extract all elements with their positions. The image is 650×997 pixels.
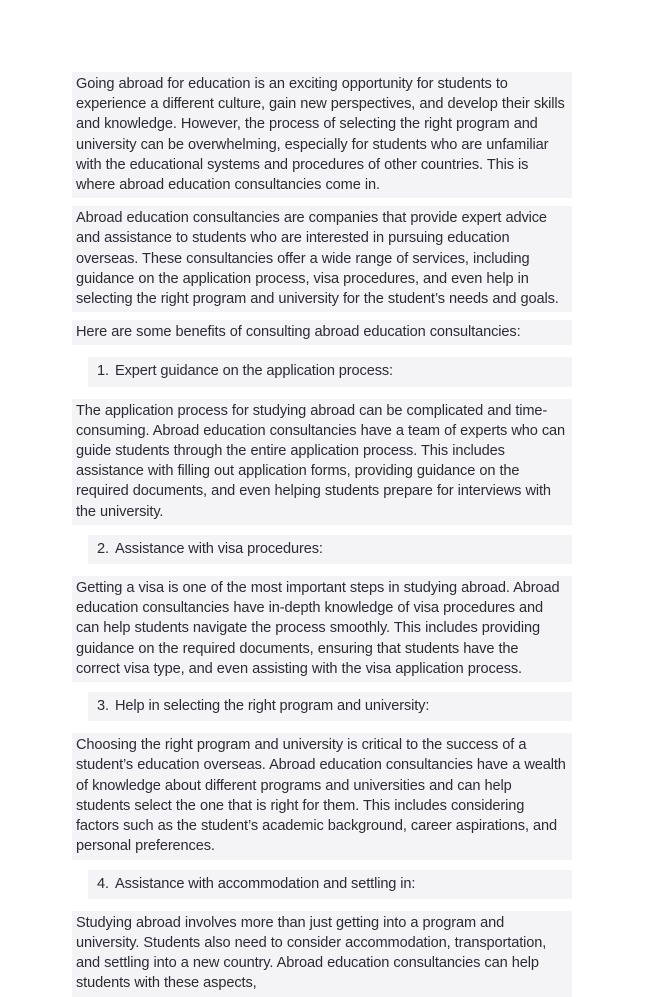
list-heading-1 — [88, 357, 572, 386]
list-number-4: 4. — [97, 875, 109, 892]
document-body — [72, 72, 572, 997]
paragraph-benefits-lead: Here are some benefits of consulting abroad education consultancies: — [72, 320, 572, 345]
paragraph-visa-procedures: Getting a visa is one of the most important steps in studying abroad. Abroad education consultancies have in-depth knowledge of visa procedures and can help students navigate the process smoothly. This includes providing guidance on the required documents, ensuring that students have the correct visa type, and even assisting with the visa application process. — [72, 576, 572, 682]
list-heading-text-3: Help in selecting the right program and university: — [115, 698, 430, 715]
list-number-1: 1. — [97, 363, 109, 380]
list-heading-text-4: Assistance with accommodation and settling in: — [115, 875, 416, 892]
paragraph-intro: Going abroad for education is an exciting opportunity for students to experience a different culture, gain new perspectives, and develop their skills and knowledge. However, the process of selecting the right program and university can be overwhelming, especially for students who are unfamiliar with the educational systems and procedures of other countries. This is where abroad education consultancies come in. — [72, 72, 572, 198]
list-heading-text-2: Assistance with visa procedures: — [115, 540, 323, 557]
paragraph-expert-guidance: The application process for studying abroad can be complicated and time-consuming. Abroad education consultancies have a team of experts who can guide students through the entire application process. This includes assistance with filling out application forms, providing guidance on the required documents, and even helping students prepare for interviews with the university. — [72, 399, 572, 525]
list-number-2: 2. — [97, 540, 109, 557]
list-heading-2 — [88, 535, 572, 564]
list-number-3: 3. — [97, 698, 109, 715]
list-heading-text-1: Expert guidance on the application process: — [115, 363, 393, 380]
paragraph-program-selection: Choosing the right program and university is critical to the success of a student’s education overseas. Abroad education consultancies have a wealth of knowledge about different programs and universities and can help students select the one that is right for them. This includes considering factors such as the student’s academic background, career aspirations, and personal preferences. — [72, 733, 572, 859]
list-heading-4 — [88, 870, 572, 899]
list-heading-3 — [88, 692, 572, 721]
paragraph-consultancies-overview: Abroad education consultancies are companies that provide expert advice and assistance to students who are interested in pursuing education overseas. These consultancies offer a wide range of services, including guidance on the application process, visa procedures, and even help in selecting the right program and university for the student’s needs and goals. — [72, 206, 572, 312]
paragraph-accommodation: Studying abroad involves more than just getting into a program and university. Students also need to consider accommodation, transportation, and settling into a new country. Abroad education consultancies can help students with these aspects, — [72, 911, 572, 997]
